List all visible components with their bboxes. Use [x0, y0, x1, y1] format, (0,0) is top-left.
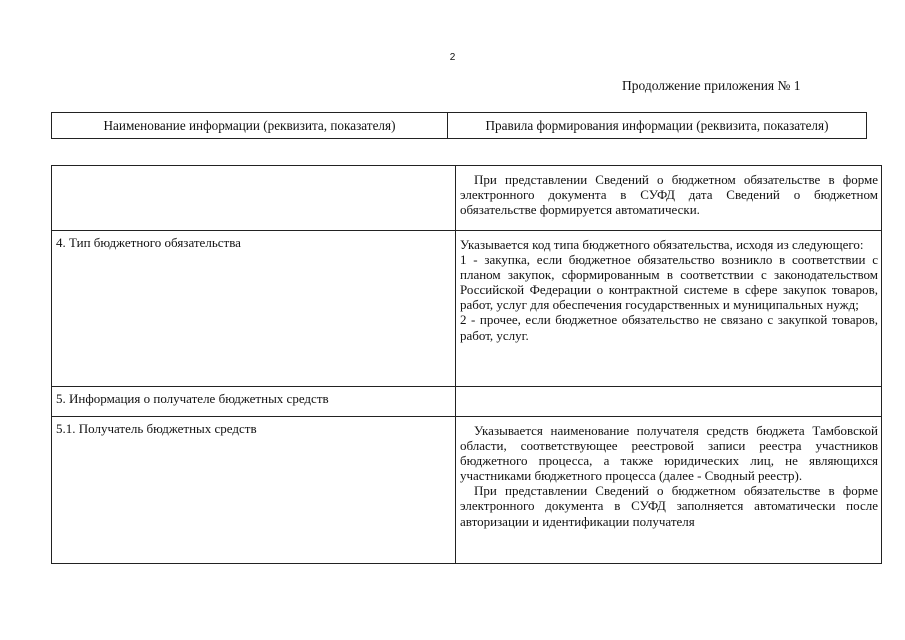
row-name-cell [52, 166, 456, 231]
table-row [52, 166, 882, 231]
rule-paragraph: Указывается код типа бюджетного обязательства, исходя из следующего: [460, 237, 864, 252]
header-table [51, 112, 867, 139]
row-rule-cell [456, 417, 882, 564]
table-row [52, 231, 882, 387]
table-row [52, 387, 882, 417]
header-col-rules: Правила формирования информации (реквизита, показателя) [448, 113, 867, 139]
row-name-cell: 4. Тип бюджетного обязательства [52, 231, 456, 387]
row-rule-cell [456, 387, 882, 417]
header-col-name: Наименование информации (реквизита, показателя) [52, 113, 448, 139]
rule-paragraph: При представлении Сведений о бюджетном обязательстве в форме электронного документа в СУФД дата Сведений о бюджетном обязательстве формируется автоматически. [460, 172, 878, 218]
header-row [52, 113, 867, 139]
main-table [51, 165, 882, 564]
rule-paragraph: 1 - закупка, если бюджетное обязательство возникло в соответствии с планом закупок, сформированным в соответствии с законодательством Российской Федерации о контрактной системе в сфере закупок товаров, работ, услуг для обеспечения государственных и муниципальных нужд; [460, 252, 878, 313]
rule-paragraph: Указывается наименование получателя средств бюджета Тамбовской области, соответствующее реестровой записи реестра участников бюджетного процесса, а также юридических лиц, не являющихся участниками бюджетного процесса (далее - Сводный реестр). [460, 423, 878, 484]
continuation-label: Продолжение приложения № 1 [622, 78, 801, 93]
rule-paragraph: При представлении Сведений о бюджетном обязательстве в форме электронного документа в СУФД заполняется автоматически после авторизации и идентификации получателя [460, 483, 878, 529]
page-number: 2 [449, 52, 456, 63]
row-rule-cell [456, 231, 882, 387]
rule-paragraph: 2 - прочее, если бюджетное обязательство не связано с закупкой товаров, работ, услуг. [460, 312, 878, 343]
row-name-cell: 5.1. Получатель бюджетных средств [52, 417, 456, 564]
row-name-cell: 5. Информация о получателе бюджетных средств [52, 387, 456, 417]
table-row [52, 417, 882, 564]
row-rule-cell [456, 166, 882, 231]
